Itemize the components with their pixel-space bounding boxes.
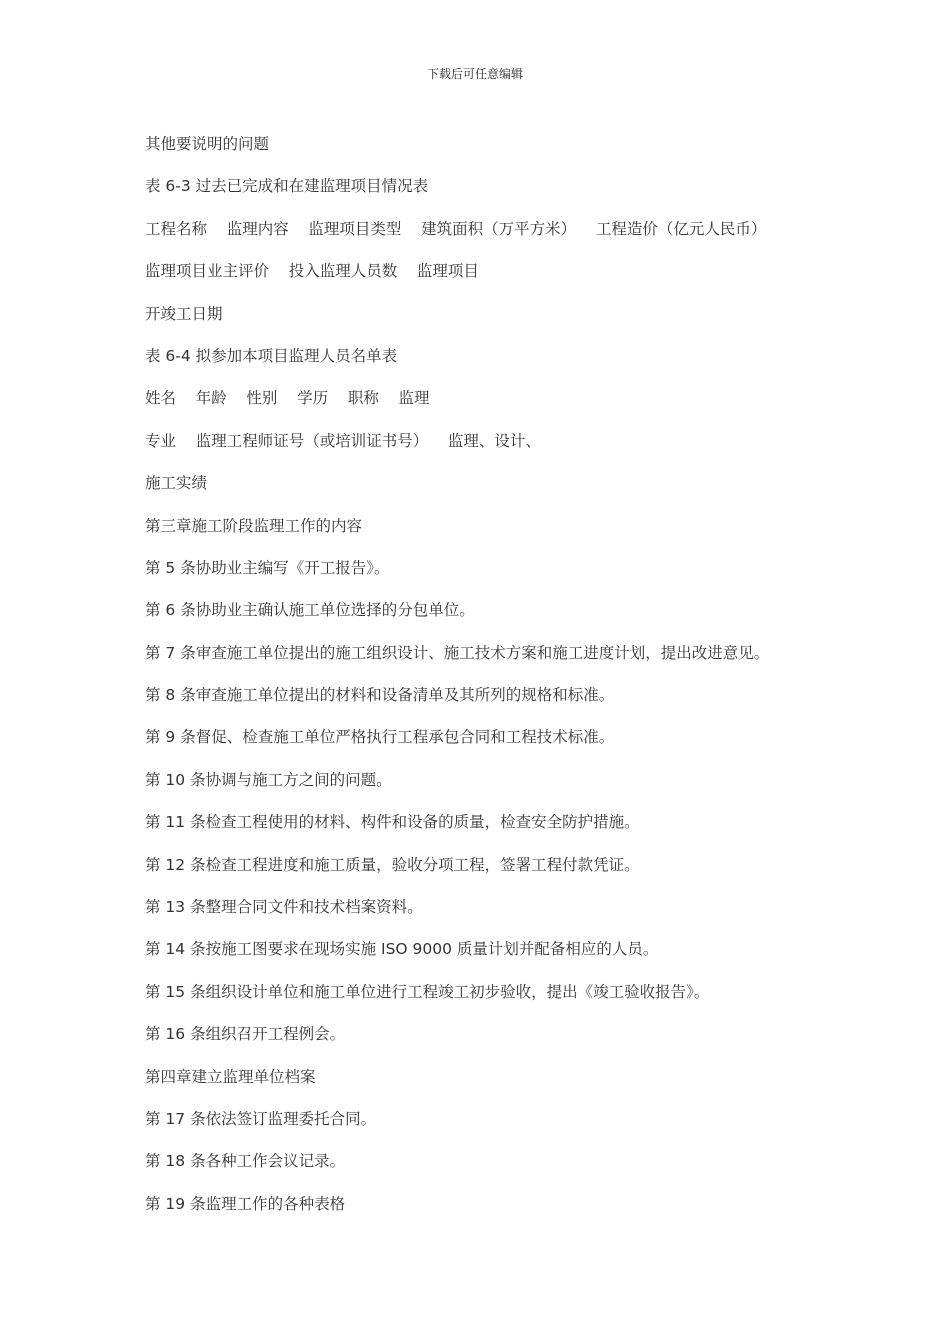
paragraph-line: 第四章建立监理单位档案 [145,1067,316,1086]
document-body [145,123,905,1225]
paragraph-line: 第 19 条监理工作的各种表格 [145,1194,346,1213]
paragraph-line: 姓名 年龄 性别 学历 职称 监理 [145,389,430,408]
paragraph-line: 第 9 条督促、检查施工单位严格执行工程承包合同和工程技术标准。 [145,728,615,747]
paragraph-line: 第 12 条检查工程进度和施工质量，验收分项工程，签署工程付款凭证。 [145,855,640,874]
paragraph-line: 工程名称 监理内容 监理项目类型 建筑面积（万平方米） 工程造价（亿元人民币） [145,219,767,238]
paragraph-line: 第 14 条按施工图要求在现场实施 ISO 9000 质量计划并配备相应的人员。 [145,940,659,959]
paragraph-line: 表 6-3 过去已完成和在建监理项目情况表 [145,177,429,196]
paragraph-line: 其他要说明的问题 [145,135,270,153]
paragraph-line: 第 6 条协助业主确认施工单位选择的分包单位。 [145,601,475,620]
paragraph-line: 施工实绩 [145,474,208,493]
paragraph-line: 第 7 条审查施工单位提出的施工组织设计、施工技术方案和施工进度计划，提出改进意见。 [145,643,770,662]
paragraph-line: 第 8 条审查施工单位提出的材料和设备清单及其所列的规格和标准。 [145,686,615,705]
page-header: 下载后可任意编辑 [426,67,523,81]
paragraph-line: 第 13 条整理合同文件和技术档案资料。 [145,898,423,917]
paragraph-line: 第三章施工阶段监理工作的内容 [145,516,363,535]
paragraph-line: 第 16 条组织召开工程例会。 [145,1025,346,1044]
paragraph-line: 第 15 条组织设计单位和施工单位进行工程竣工初步验收，提出《竣工验收报告》。 [145,982,710,1001]
paragraph-line: 第 11 条检查工程使用的材料、构件和设备的质量，检查安全防护措施。 [145,813,640,832]
paragraph-line: 表 6-4 拟参加本项目监理人员名单表 [145,346,398,365]
paragraph-line: 第 17 条依法签订监理委托合同。 [145,1109,377,1128]
paragraph-line: 专业 监理工程师证号（或培训证书号） 监理、设计、 [145,431,541,450]
paragraph-line: 开竣工日期 [145,304,223,323]
paragraph-line: 第 5 条协助业主编写《开工报告》。 [145,558,390,577]
paragraph-line: 第 10 条协调与施工方之间的问题。 [145,770,392,789]
paragraph-line: 监理项目业主评价 投入监理人员数 监理项目 [145,262,479,281]
paragraph-line: 第 18 条各种工作会议记录。 [145,1152,346,1171]
